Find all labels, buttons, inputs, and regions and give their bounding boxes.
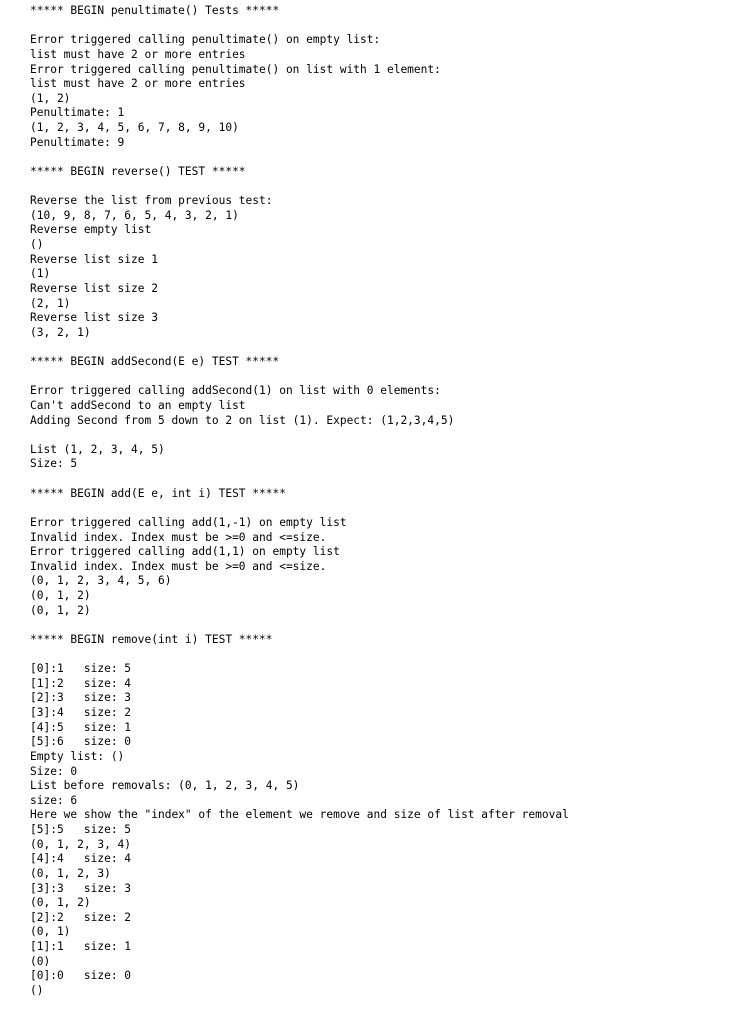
console-line: () <box>30 983 44 997</box>
blank-line <box>30 180 730 195</box>
blank-line <box>30 150 730 165</box>
console-line: (1) <box>30 267 51 281</box>
console-line: Error triggered calling penultimate() on empty list: <box>30 33 381 47</box>
console-line: Size: 0 <box>30 764 78 778</box>
console-line: Invalid index. Index must be >=0 and <=size. <box>30 530 327 544</box>
console-line: Penultimate: 9 <box>30 135 125 149</box>
console-line: (0, 1, 2) <box>30 589 91 602</box>
section-header: ***** BEGIN reverse() TEST ***** <box>30 164 246 178</box>
console-line: Reverse list size 3 <box>30 311 158 325</box>
console-line: [1]:2 size: 4 <box>30 676 132 690</box>
console-line: Reverse list size 1 <box>30 252 158 266</box>
console-line: List (1, 2, 3, 4, 5) <box>30 442 165 456</box>
console-line: (10, 9, 8, 7, 6, 5, 4, 3, 2, 1) <box>30 208 239 222</box>
console-line: Can't addSecond to an empty list <box>30 398 246 412</box>
console-line: [4]:4 size: 4 <box>30 852 132 866</box>
section-header: ***** BEGIN add(E e, int i) TEST ***** <box>30 486 286 500</box>
console-line: Invalid index. Index must be >=0 and <=size. <box>30 559 327 573</box>
console-line: Penultimate: 1 <box>30 106 125 120</box>
console-line: size: 6 <box>30 793 78 807</box>
console-line: Error triggered calling add(1,-1) on empty list <box>30 515 347 529</box>
blank-line <box>30 340 730 355</box>
console-line: (2, 1) <box>30 296 71 310</box>
blank-line <box>30 19 730 34</box>
console-line: [5]:6 size: 0 <box>30 735 132 749</box>
console-line: [4]:5 size: 1 <box>30 720 132 734</box>
console-line: List before removals: (0, 1, 2, 3, 4, 5) <box>30 779 300 793</box>
console-line: list must have 2 or more entries <box>30 47 246 61</box>
console-line: (0, 1, 2, 3, 4) <box>30 837 132 851</box>
console-line: (0, 1, 2, 3) <box>30 866 111 880</box>
console-line: Empty list: () <box>30 749 125 763</box>
console-line: Adding Second from 5 down to 2 on list (1). Expect: (1,2,3,4,5) <box>30 413 455 427</box>
section-header: ***** BEGIN penultimate() Tests ***** <box>30 4 280 17</box>
console-line: Here we show the "index" of the element we remove and size of list after removal <box>30 808 569 822</box>
blank-line <box>30 428 730 443</box>
console-line: [2]:3 size: 3 <box>30 691 132 705</box>
console-line: (0, 1, 2) <box>30 896 91 910</box>
console-line: [0]:0 size: 0 <box>30 969 132 983</box>
console-line: [3]:4 size: 2 <box>30 706 132 719</box>
blank-line <box>30 370 730 385</box>
console-line: [2]:2 size: 2 <box>30 910 132 924</box>
console-output <box>30 4 730 999</box>
blank-line <box>30 618 730 633</box>
console-line: Size: 5 <box>30 457 78 471</box>
console-line: [5]:5 size: 5 <box>30 823 132 836</box>
console-line: (3, 2, 1) <box>30 325 91 339</box>
console-line: Reverse list size 2 <box>30 281 158 295</box>
console-line: () <box>30 238 44 251</box>
blank-line <box>30 648 730 663</box>
blank-line <box>30 501 730 516</box>
console-line: (0, 1, 2, 3, 4, 5, 6) <box>30 574 172 588</box>
console-line: Reverse empty list <box>30 223 152 237</box>
console-line: Error triggered calling add(1,1) on empty list <box>30 545 340 559</box>
console-line: (0) <box>30 954 51 968</box>
console-line: Reverse the list from previous test: <box>30 194 273 208</box>
console-line: [1]:1 size: 1 <box>30 940 132 953</box>
console-line: (1, 2, 3, 4, 5, 6, 7, 8, 9, 10) <box>30 121 239 134</box>
console-line: (0, 1, 2) <box>30 603 91 617</box>
section-header: ***** BEGIN remove(int i) TEST ***** <box>30 632 273 646</box>
console-line: list must have 2 or more entries <box>30 77 246 91</box>
blank-line <box>30 472 730 487</box>
console-line: Error triggered calling penultimate() on list with 1 element: <box>30 62 441 76</box>
section-header: ***** BEGIN addSecond(E e) TEST ***** <box>30 355 280 368</box>
console-line: Error triggered calling addSecond(1) on list with 0 elements: <box>30 384 441 398</box>
console-line: [3]:3 size: 3 <box>30 881 132 895</box>
console-line: (0, 1) <box>30 925 71 939</box>
console-line: (1, 2) <box>30 91 71 105</box>
console-line: [0]:1 size: 5 <box>30 662 132 676</box>
